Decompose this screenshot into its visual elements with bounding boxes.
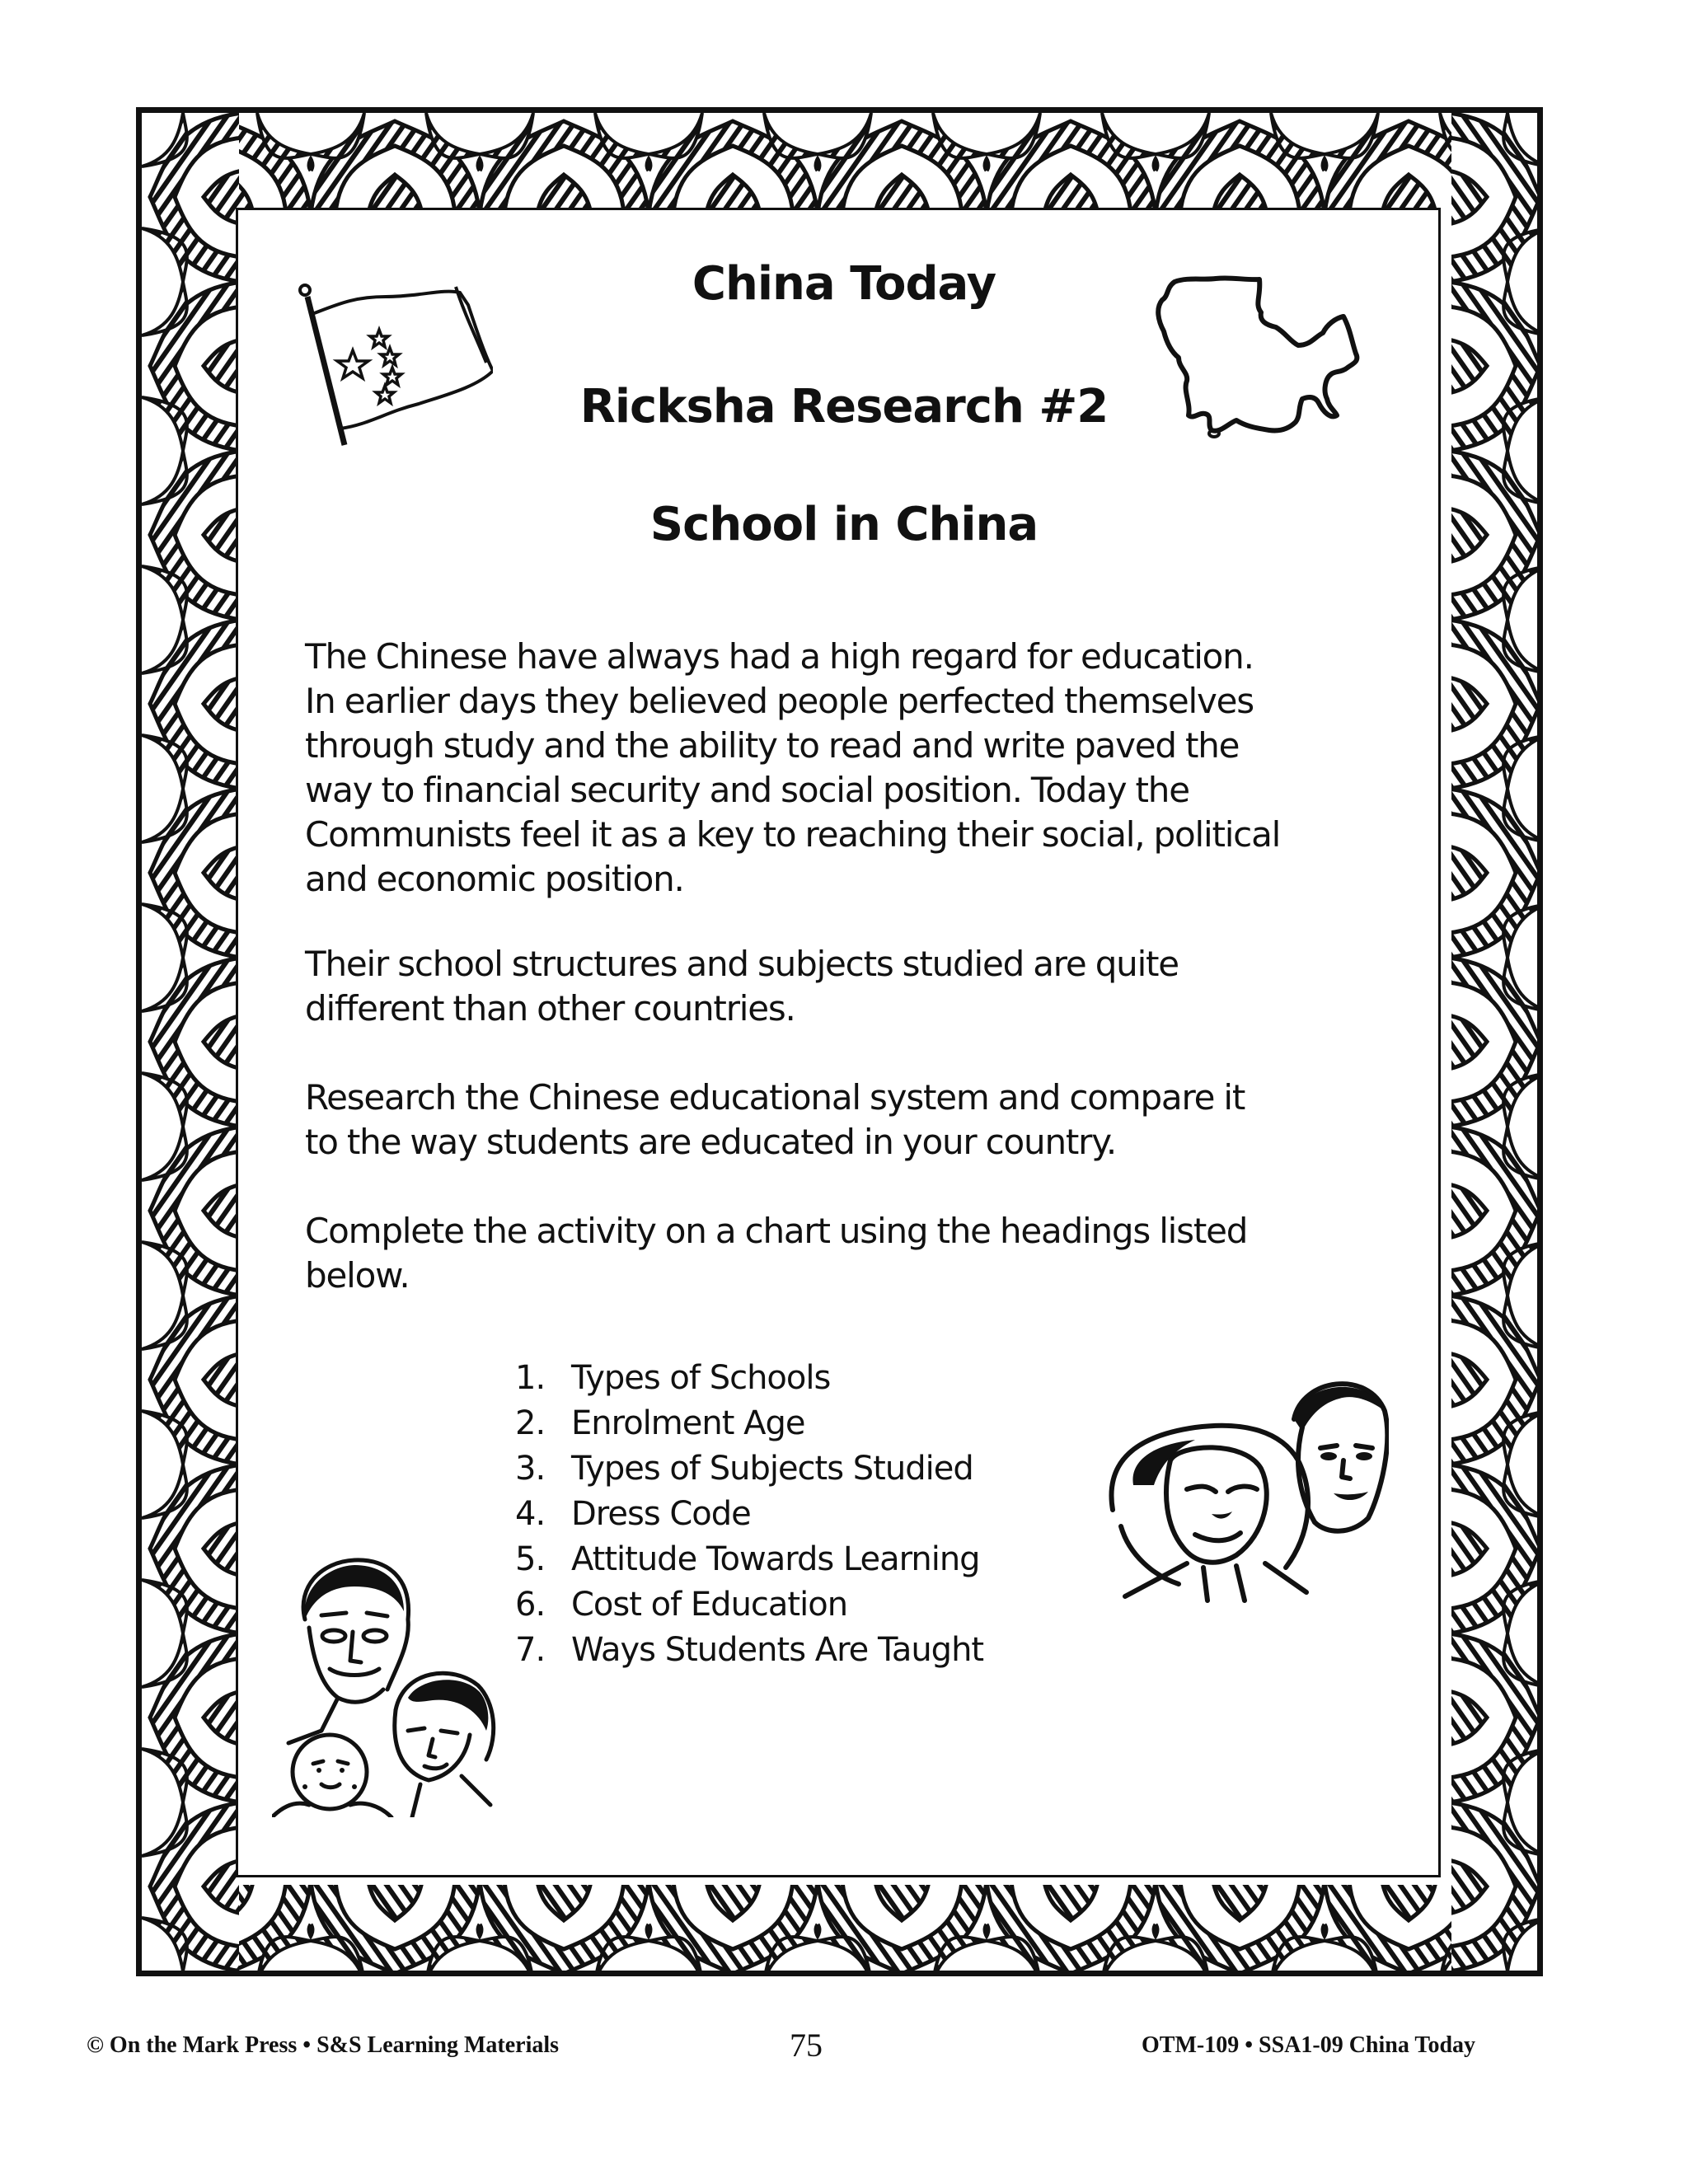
list-item (515, 1582, 983, 1628)
list-number: 5. (515, 1540, 546, 1578)
list-item (515, 1537, 983, 1582)
paragraph-line: to the way students are educated in your country. (305, 1122, 1117, 1162)
paragraph-line: Their school structures and subjects studied are quite (305, 944, 1179, 984)
structures-paragraph (305, 942, 1401, 1031)
intro-paragraph (305, 635, 1401, 902)
paragraph-line: In earlier days they believed people perfected themselves (305, 681, 1254, 721)
list-label: Attitude Towards Learning (571, 1540, 980, 1578)
footer-book-code: OTM-109 • SSA1-09 China Today (1142, 2032, 1476, 2058)
list-number: 6. (515, 1586, 546, 1624)
family-portrait-illustration (272, 1554, 507, 1817)
paragraph-line: and economic position. (305, 859, 684, 899)
activity-instruction-paragraph (305, 1209, 1401, 1298)
list-item (515, 1628, 983, 1673)
list-label: Types of Subjects Studied (571, 1450, 973, 1488)
list-number: 2. (515, 1404, 546, 1442)
list-item (515, 1356, 983, 1401)
paragraph-line: different than other countries. (305, 988, 795, 1029)
list-item (515, 1446, 983, 1492)
list-number: 7. (515, 1631, 546, 1669)
chart-headings-list (515, 1356, 983, 1673)
list-number: 4. (515, 1495, 546, 1533)
list-label: Dress Code (571, 1495, 751, 1533)
list-label: Cost of Education (571, 1586, 848, 1624)
list-item (515, 1401, 983, 1446)
page-subtitle: Ricksha Research #2 (579, 380, 1109, 434)
paragraph-line: Complete the activity on a chart using the headings listed (305, 1211, 1248, 1251)
paragraph-line: Research the Chinese educational system and compare it (305, 1077, 1245, 1118)
paragraph-line: The Chinese have always had a high regard for education. (305, 636, 1254, 677)
footer-publisher: © On the Mark Press • S&S Learning Materials (87, 2032, 560, 2058)
paragraph-line: way to financial security and social position. Today the (305, 770, 1189, 810)
topic-heading: School in China (649, 498, 1039, 551)
paragraph-line: below. (305, 1255, 410, 1296)
list-item (515, 1492, 983, 1537)
paragraph-line: Communists feel it as a key to reaching their social, political (305, 814, 1281, 855)
paragraph-line: through study and the ability to read and write paved the (305, 725, 1240, 766)
list-label: Types of Schools (571, 1359, 831, 1397)
page-title: China Today (692, 257, 996, 311)
research-instruction-paragraph (305, 1076, 1401, 1165)
list-number: 1. (515, 1359, 546, 1397)
elder-and-woman-illustration (1104, 1370, 1389, 1605)
list-label: Ways Students Are Taught (571, 1631, 984, 1669)
page-number: 75 (790, 2027, 823, 2064)
list-number: 3. (515, 1450, 546, 1488)
list-label: Enrolment Age (571, 1404, 805, 1442)
